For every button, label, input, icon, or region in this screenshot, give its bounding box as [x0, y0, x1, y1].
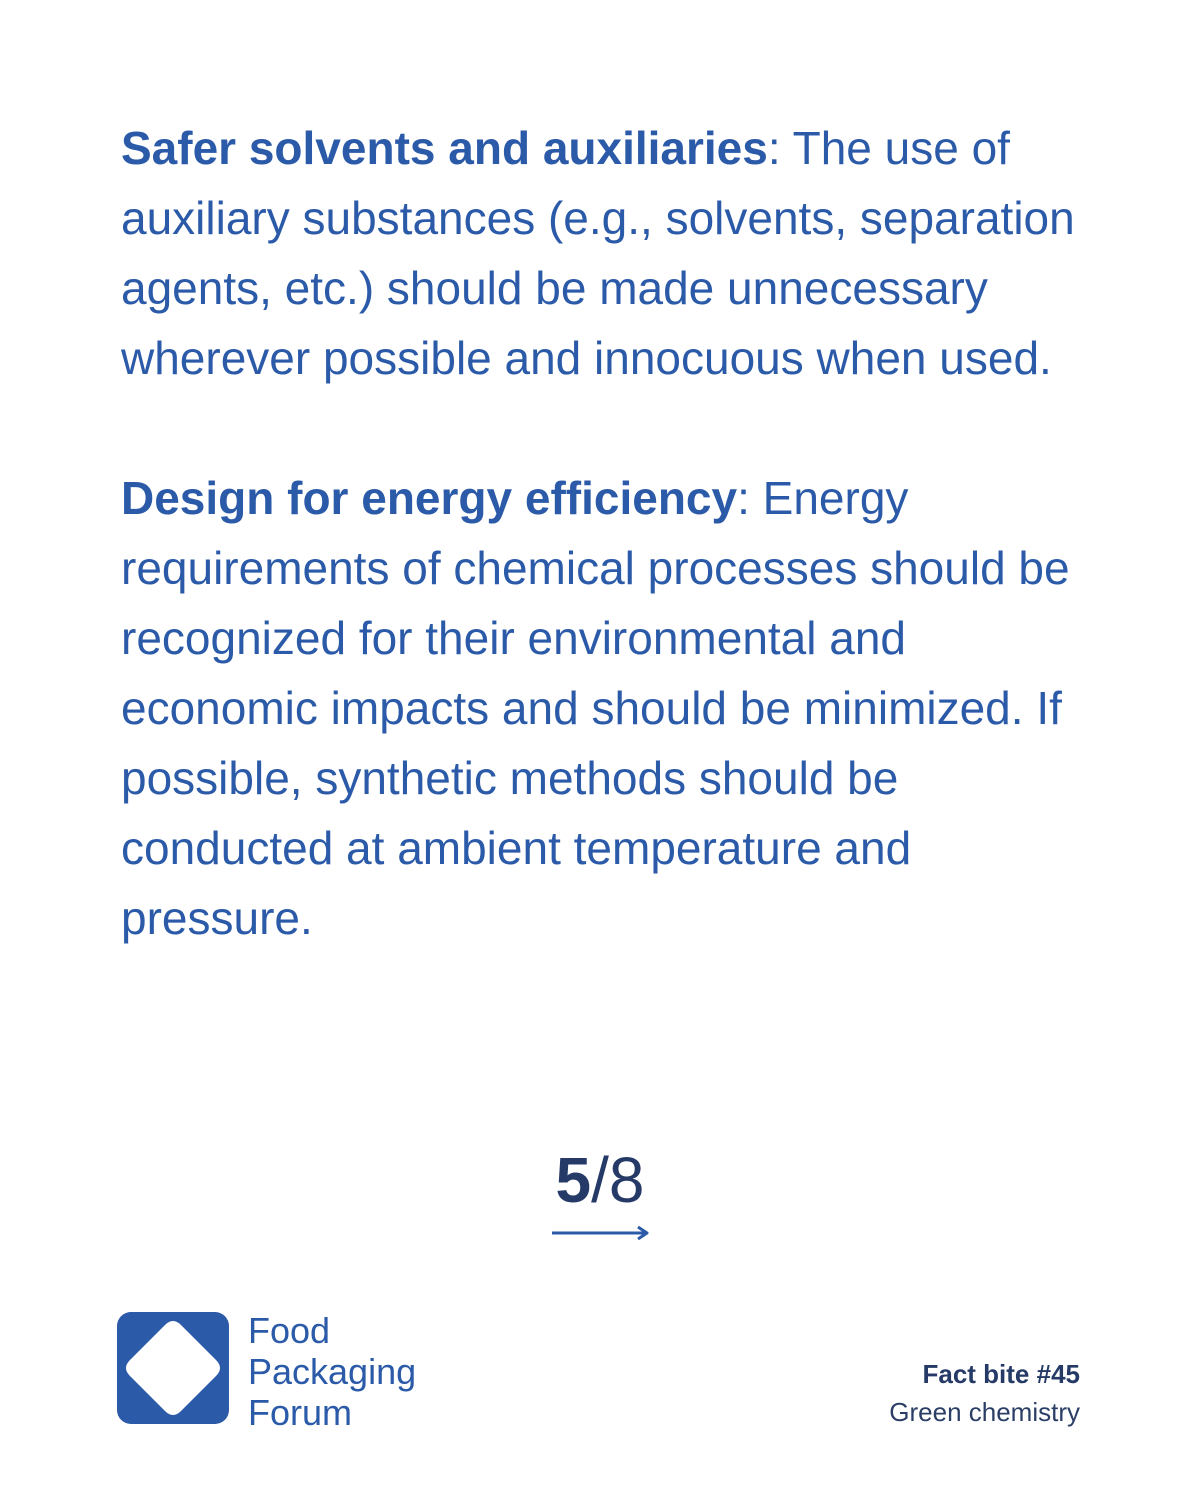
principle-term: Safer solvents and auxiliaries — [121, 122, 768, 174]
brand-line-food: Food — [248, 1310, 331, 1351]
brand-line-packaging: Packaging — [248, 1351, 417, 1392]
brand-name — [248, 1310, 416, 1433]
principle-description: : Energy requirements of chemical processes should be recognized for their environmental and economic impacts and should be minimized. If possible, synthetic methods should be conducted at ambient temperature and pressure. — [121, 472, 1070, 944]
principle-description: : The use of auxiliary substances (e.g., solvents, separation agents, etc.) should be made unnecessary wherever possible and innocuous when used. — [121, 122, 1075, 384]
arrow-right-icon[interactable] — [552, 1222, 652, 1242]
page-indicator — [0, 1140, 1200, 1220]
main-content — [121, 113, 1081, 953]
principle-term: Design for energy efficiency — [121, 472, 738, 524]
food-packaging-forum-logo — [117, 1312, 229, 1424]
principle-safer-solvents — [121, 113, 1081, 393]
current-page: 5 — [555, 1144, 592, 1216]
brand-line-forum: Forum — [248, 1392, 353, 1433]
fact-bite-topic: Green chemistry — [889, 1397, 1080, 1427]
fact-bite-title: Fact bite #45 — [922, 1359, 1080, 1389]
total-pages: 8 — [608, 1144, 645, 1216]
page-separator: / — [591, 1144, 609, 1216]
fact-bite-label — [889, 1355, 1080, 1431]
principle-energy-efficiency — [121, 463, 1081, 953]
